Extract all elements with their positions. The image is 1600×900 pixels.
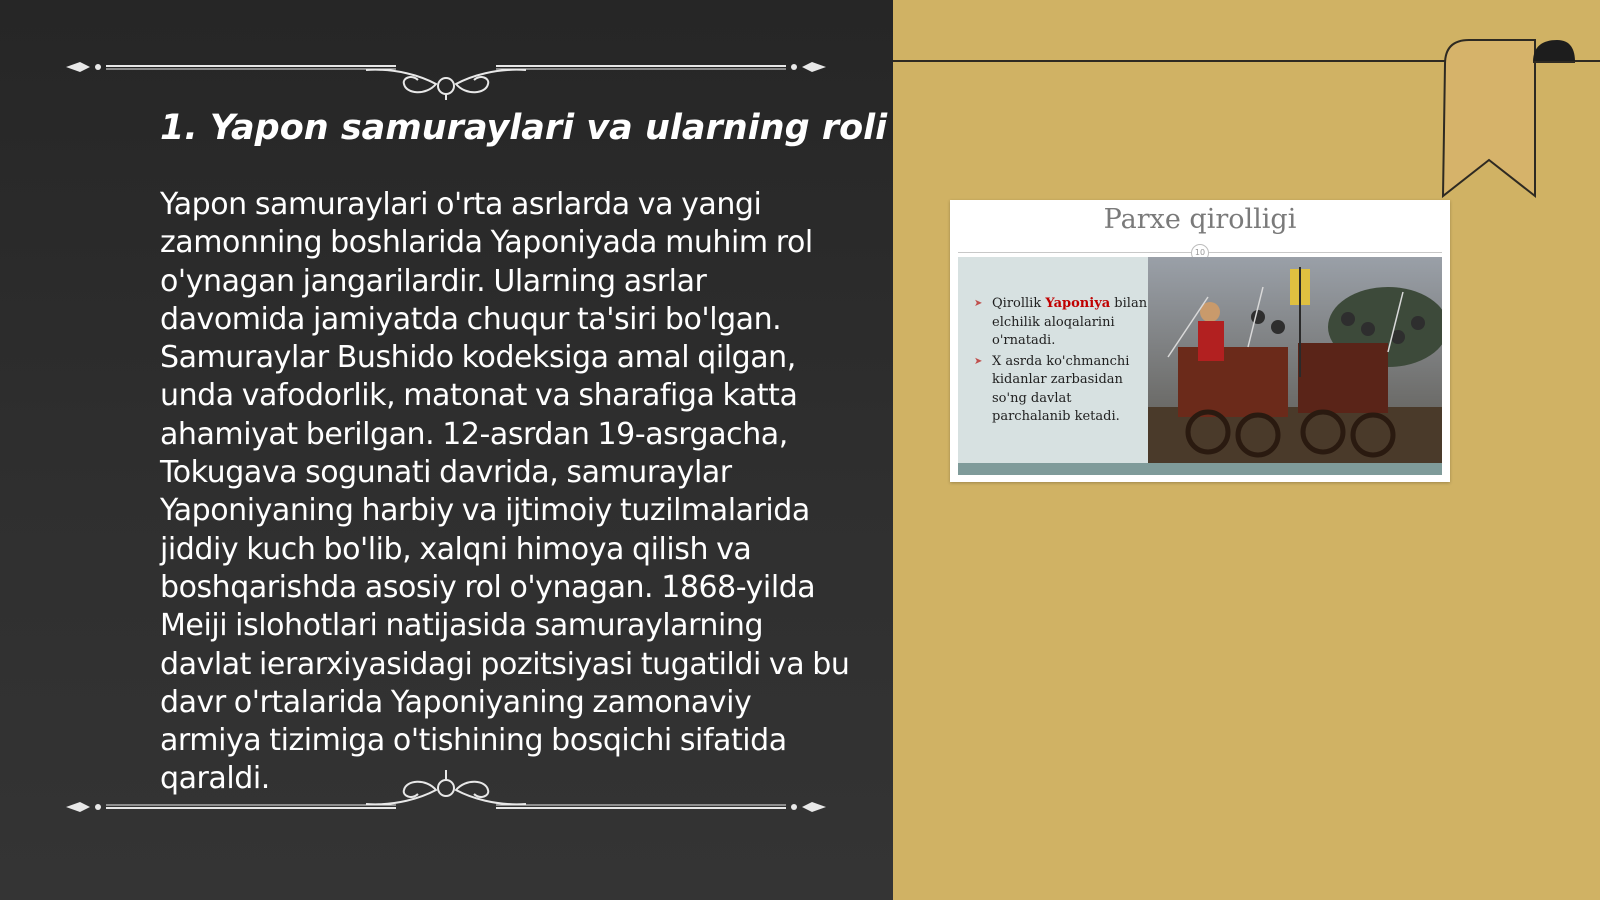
bullet-text-part: bilan elchilik aloqalarini o'rnatadi. xyxy=(992,296,1148,348)
thumbnail-body xyxy=(958,257,1442,475)
thumbnail-bullet-item xyxy=(974,295,1154,351)
battle-painting-image xyxy=(1148,257,1442,463)
thumbnail-page-number: 10 xyxy=(1191,244,1209,262)
ornamental-divider-top-icon xyxy=(66,40,826,100)
bookmark-ribbon-icon xyxy=(1435,36,1575,201)
slide-body-text: Yapon samuraylari o'rta asrlarda va yangi zamonning boshlarida Yaponiyada muhim rol o'ynagan jangarilardir. Ularning asrlar davomida jamiyatda chuqur ta'siri bo'lgan. Samuraylar Bushido kodeksiga amal qilgan, unda vafodorlik, matonat va sharafiga katta ahamiyat berilgan. 12-asrdan 19-asrgacha, Tokugava sogunati davrida, samuraylar Yaponiyaning harbiy va ijtimoiy tuzilmalarida jiddiy kuch bo'lib, xalqni himoya qilish va boshqarishda asosiy rol o'ynagan. 1868-yilda Meiji islohotlari natijasida samuraylarning davlat ierarxiyasidagi pozitsiyasi tugatildi va bu davr o'rtalarida Yaponiyaning zamonaviy armiya tizimiga o'tishining bosqichi sifatida qaraldi. xyxy=(160,187,850,797)
thumbnail-footer-bar xyxy=(958,463,1442,475)
arrow-bullet-icon: ➤ xyxy=(974,298,983,309)
thumbnail-bullet-list xyxy=(974,295,1154,429)
slide-thumbnail xyxy=(950,200,1450,482)
bullet-highlight: Yaponiya xyxy=(1045,296,1111,311)
thumbnail-bullet-item xyxy=(974,353,1154,427)
arrow-bullet-icon: ➤ xyxy=(974,355,983,367)
bullet-text: X asrda ko'chmanchi kidanlar zarbasidan so'ng davlat parchalanib ketadi. xyxy=(992,353,1130,424)
ornamental-divider-bottom-icon xyxy=(66,770,826,830)
bullet-text-part: Qirollik xyxy=(992,296,1046,311)
thumbnail-title: Parxe qirolligi xyxy=(1103,204,1297,235)
slide-title: 1. Yapon samuraylari va ularning roli xyxy=(160,108,888,148)
